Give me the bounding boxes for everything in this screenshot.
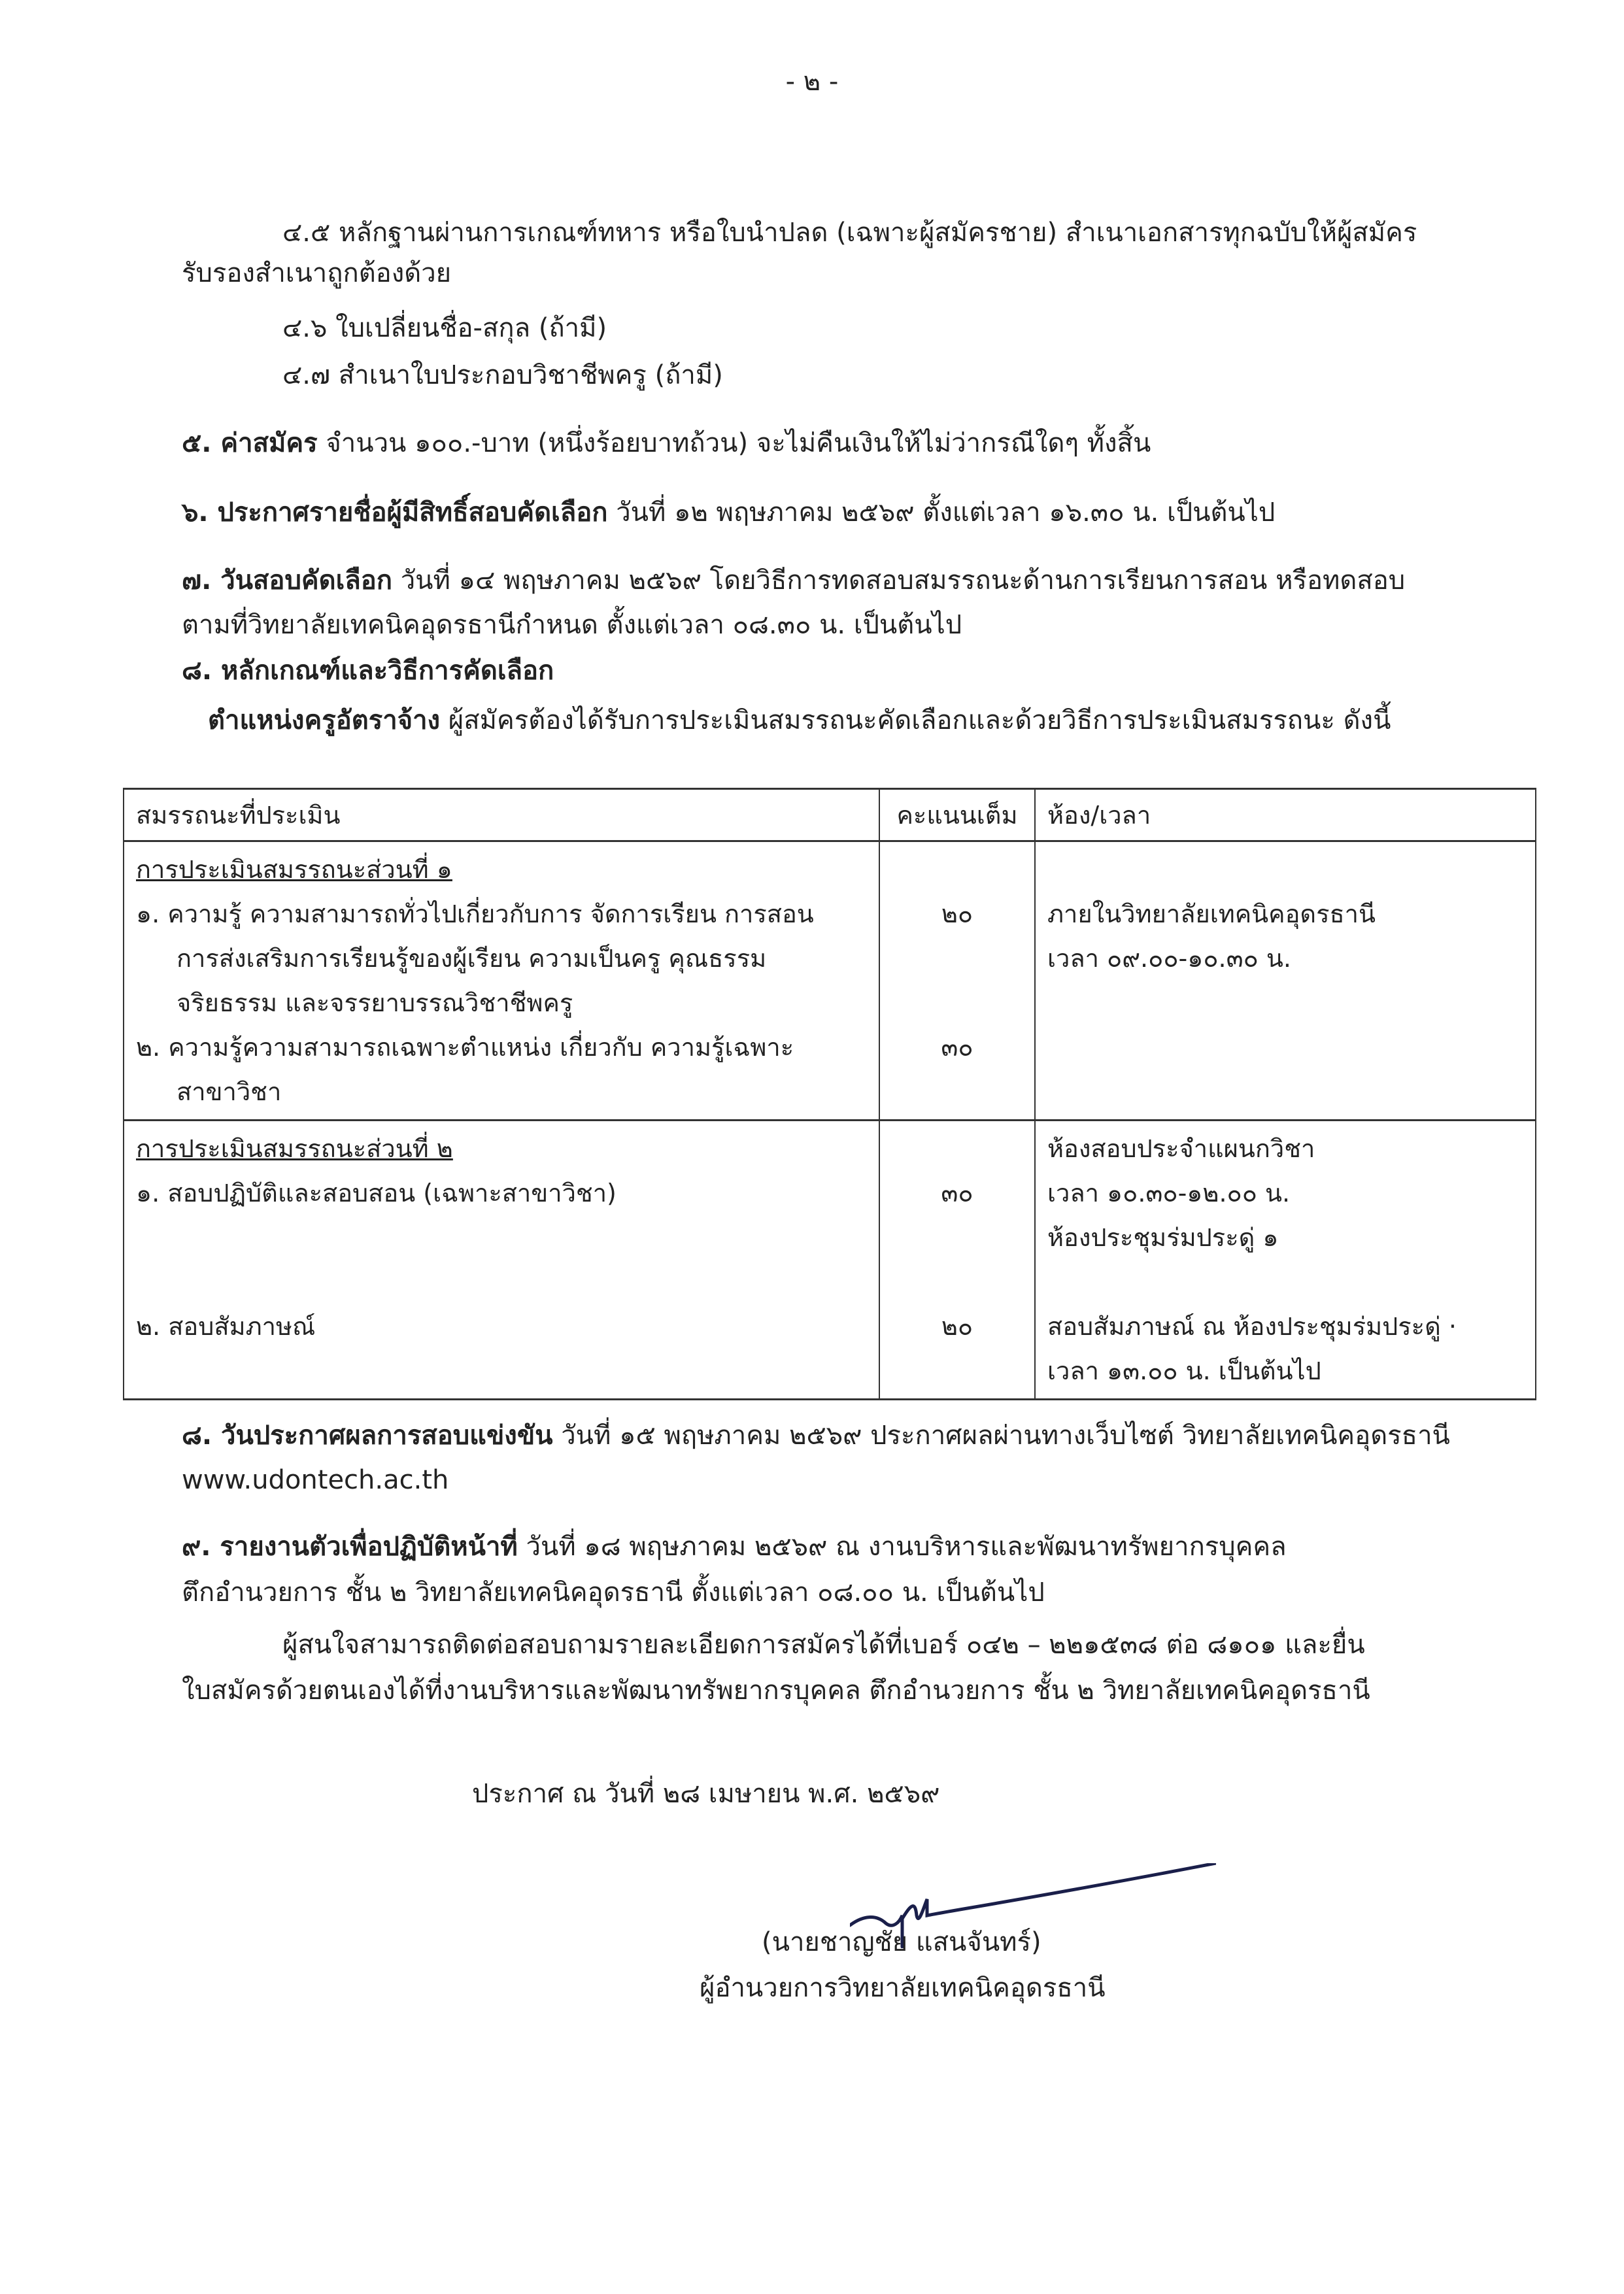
part2-item1-score: ๓๐ bbox=[941, 1179, 973, 1207]
competency-table bbox=[123, 788, 1536, 1400]
part1-title: การประเมินสมรรถนะส่วนที่ ๑ bbox=[136, 855, 452, 884]
part2-title: การประเมินสมรรถนะส่วนที่ ๒ bbox=[136, 1134, 453, 1163]
part2-item2-score: ๒๐ bbox=[941, 1312, 973, 1341]
part2-scores bbox=[879, 1121, 1035, 1400]
part1-room-line2: เวลา ๐๙.๐๐-๑๐.๓๐ น. bbox=[1047, 944, 1291, 973]
section-8b-text: วันที่ ๑๕ พฤษภาคม ๒๕๖๙ ประกาศผลผ่านทางเว็บไซต์ วิทยาลัยเทคนิคอุดรธานี bbox=[552, 1421, 1450, 1451]
table-row-part1 bbox=[124, 841, 1536, 1121]
section-8b-label: ๘. วันประกาศผลการสอบแข่งขัน bbox=[182, 1421, 553, 1451]
section-6-label: ๖. ประกาศรายชื่อผู้มีสิทธิ์สอบคัดเลือก bbox=[182, 498, 608, 528]
part1-item2-score: ๓๐ bbox=[941, 1033, 973, 1062]
part1-room bbox=[1035, 841, 1536, 1121]
section-7-label: ๗. วันสอบคัดเลือก bbox=[182, 565, 392, 596]
section-6 bbox=[182, 496, 1275, 530]
header-competency: สมรรถนะที่ประเมิน bbox=[124, 789, 879, 841]
signatory-name: (นายชาญชัย แสนจันทร์) bbox=[762, 1927, 1041, 1957]
part2-item2-room-line1: สอบสัมภาษณ์ ณ ห้องประชุมร่มประดู่ · bbox=[1047, 1312, 1457, 1341]
part1-item2-line1: ๒. ความรู้ความสามารถเฉพาะตำแหน่ง เกี่ยวกับ ความรู้เฉพาะ bbox=[136, 1033, 794, 1062]
section-9 bbox=[182, 1530, 1287, 1564]
website-link[interactable]: www.udontech.ac.th bbox=[182, 1465, 449, 1495]
section-5-text: จำนวน ๑๐๐.-บาท (หนึ่งร้อยบาทถ้วน) จะไม่คืนเงินให้ไม่ว่ากรณีใดๆ ทั้งสิ้น bbox=[317, 428, 1151, 458]
section-8-position bbox=[208, 703, 1391, 737]
signatory-title: ผู้อำนวยการวิทยาลัยเทคนิคอุดรธานี bbox=[700, 1973, 1106, 2003]
position-label: ตำแหน่งครูอัตราจ้าง bbox=[208, 705, 441, 735]
section-5-label: ๕. ค่าสมัคร bbox=[182, 428, 318, 458]
part2-item2: ๒. สอบสัมภาษณ์ bbox=[136, 1312, 316, 1341]
part2-item1: ๑. สอบปฏิบัติและสอบสอน (เฉพาะสาขาวิชา) bbox=[136, 1179, 617, 1207]
doc-item-4-5-cont: รับรองสำเนาถูกต้องด้วย bbox=[182, 258, 452, 288]
contact-line1: ผู้สนใจสามารถติดต่อสอบถามรายละเอียดการสมัครได้ที่เบอร์ ๐๔๒ – ๒๒๑๕๓๘ ต่อ ๘๑๐๑ และยื่น bbox=[282, 1630, 1365, 1660]
section-9-cont: ตึกอำนวยการ ชั้น ๒ วิทยาลัยเทคนิคอุดรธานี ตั้งแต่เวลา ๐๘.๐๐ น. เป็นต้นไป bbox=[182, 1577, 1045, 1608]
part2-item1-room-line3: ห้องประชุมร่มประดู่ ๑ bbox=[1047, 1223, 1279, 1252]
section-6-text: วันที่ ๑๒ พฤษภาคม ๒๕๖๙ ตั้งแต่เวลา ๑๖.๓๐ น. เป็นต้นไป bbox=[607, 498, 1276, 528]
part1-item1-line3: จริยธรรม และจรรยาบรรณวิชาชีพครู bbox=[177, 988, 573, 1017]
table-row-part2 bbox=[124, 1121, 1536, 1400]
part1-item2-line2: สาขาวิชา bbox=[177, 1077, 282, 1106]
part1-item1-line2: การส่งเสริมการเรียนรู้ของผู้เรียน ความเป็นครู คุณธรรม bbox=[177, 944, 767, 973]
page-number: - ๒ - bbox=[785, 67, 839, 97]
part1-competencies bbox=[124, 841, 879, 1121]
part1-item1-score: ๒๐ bbox=[941, 900, 973, 928]
section-8b bbox=[182, 1419, 1450, 1453]
part2-item2-room-line2: เวลา ๑๓.๐๐ น. เป็นต้นไป bbox=[1047, 1357, 1321, 1385]
part1-scores bbox=[879, 841, 1035, 1121]
section-7-text: วันที่ ๑๔ พฤษภาคม ๒๕๖๙ โดยวิธีการทดสอบสมรรถนะด้านการเรียนการสอน หรือทดสอบ bbox=[392, 565, 1406, 596]
announcement-date: ประกาศ ณ วันที่ ๒๘ เมษายน พ.ศ. ๒๕๖๙ bbox=[472, 1779, 940, 1809]
doc-item-4-7: ๔.๗ สำเนาใบประกอบวิชาชีพครู (ถ้ามี) bbox=[282, 360, 723, 390]
header-full-score: คะแนนเต็ม bbox=[879, 789, 1035, 841]
section-7 bbox=[182, 564, 1405, 598]
section-7-cont: ตามที่วิทยาลัยเทคนิคอุดรธานีกำหนด ตั้งแต่เวลา ๐๘.๓๐ น. เป็นต้นไป bbox=[182, 610, 962, 640]
contact-line2: ใบสมัครด้วยตนเองได้ที่งานบริหารและพัฒนาทรัพยากรบุคคล ตึกอำนวยการ ชั้น ๒ วิทยาลัยเทคนิคอุดรธานี bbox=[182, 1676, 1370, 1706]
section-8-label: ๘. หลักเกณฑ์และวิธีการคัดเลือก bbox=[182, 656, 554, 686]
doc-item-4-6: ๔.๖ ใบเปลี่ยนชื่อ-สกุล (ถ้ามี) bbox=[282, 313, 607, 343]
part1-item1-line1: ๑. ความรู้ ความสามารถทั่วไปเกี่ยวกับการ จัดการเรียน การสอน bbox=[136, 900, 814, 928]
part2-competencies bbox=[124, 1121, 879, 1400]
section-9-label: ๙. รายงานตัวเพื่อปฏิบัติหน้าที่ bbox=[182, 1532, 518, 1562]
part2-room bbox=[1035, 1121, 1536, 1400]
position-text: ผู้สมัครต้องได้รับการประเมินสมรรถนะคัดเลือกและด้วยวิธีการประเมินสมรรถนะ ดังนี้ bbox=[440, 705, 1391, 735]
section-5 bbox=[182, 426, 1151, 460]
part2-item1-room-line1: ห้องสอบประจำแผนกวิชา bbox=[1047, 1134, 1315, 1163]
part2-item1-room-line2: เวลา ๑๐.๓๐-๑๒.๐๐ น. bbox=[1047, 1179, 1291, 1207]
part1-room-line1: ภายในวิทยาลัยเทคนิคอุดรธานี bbox=[1047, 900, 1376, 928]
table-header-row bbox=[124, 789, 1536, 841]
doc-item-4-5: ๔.๕ หลักฐานผ่านการเกณฑ์ทหาร หรือใบนำปลด (เฉพาะผู้สมัครชาย) สำเนาเอกสารทุกฉบับให้ผู้สมัคร bbox=[282, 218, 1417, 248]
header-room-time: ห้อง/เวลา bbox=[1035, 789, 1536, 841]
section-9-text: วันที่ ๑๘ พฤษภาคม ๒๕๖๙ ณ งานบริหารและพัฒนาทรัพยากรบุคคล bbox=[517, 1532, 1287, 1562]
